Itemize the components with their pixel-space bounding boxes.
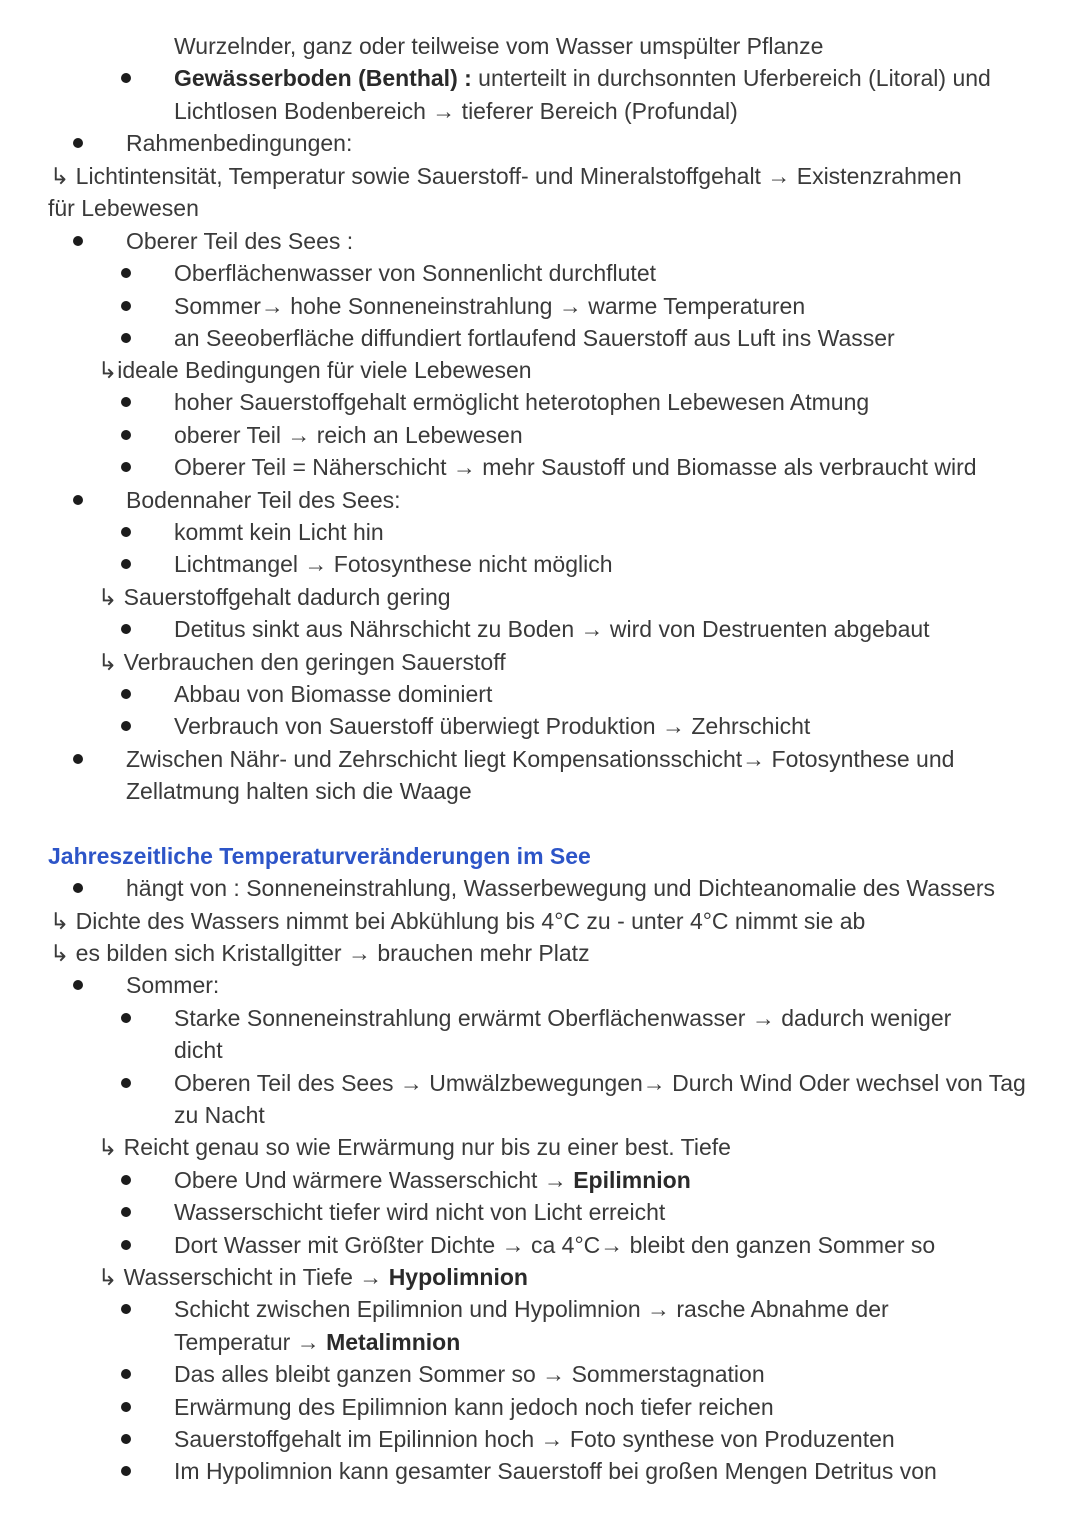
down-right-arrow-icon: ↳ [50,940,70,966]
line-text: Sauerstoffgehalt dadurch gering [117,584,451,610]
line-text: Temperatur → [174,1329,327,1355]
down-right-arrow-icon: ↳ [98,584,118,610]
line-text: Sauerstoffgehalt im Epilinnion hoch → Foto synthese von Produzenten [174,1426,895,1452]
line-content [98,1131,731,1163]
bold-term: Gewässerboden (Benthal) : [174,65,472,91]
bullet-item [0,386,1080,418]
line-text: Detitus sinkt aus Nährschicht zu Boden → wird von Destruenten abgebaut [174,616,930,642]
bullet-icon [121,559,131,569]
bullet-icon [121,1466,131,1476]
line-text: Wurzelnder, ganz oder teilweise vom Wasser umspülter Pflanze [174,33,824,59]
bullet-icon [121,397,131,407]
line-text: Das alles bleibt ganzen Sommer so → Sommerstagnation [174,1361,765,1387]
bullet-icon [121,1078,131,1088]
line-text: Starke Sonneneinstrahlung erwärmt Oberflächenwasser → dadurch weniger [174,1005,952,1031]
line-text: dicht [174,1037,223,1063]
down-right-arrow-icon: ↳ [50,908,70,934]
line-text: hängt von : Sonneneinstrahlung, Wasserbewegung und Dichteanomalie des Wassers [126,875,995,901]
bullet-item [0,743,1080,775]
line-text: unterteilt in durchsonnten Uferbereich (Litoral) und [471,65,991,91]
bullet-item [0,678,1080,710]
line-text: oberer Teil → reich an Lebewesen [174,422,523,448]
bullet-item [0,1229,1080,1261]
line-text: Rahmenbedingungen: [126,130,353,156]
bullet-item [0,1358,1080,1390]
line-text: Wasserschicht tiefer wird nicht von Licht erreicht [174,1199,666,1225]
bold-term: Hypolimnion [388,1264,528,1290]
line-text: Schicht zwischen Epilimnion und Hypolimnion → rasche Abnahme der [174,1296,889,1322]
bullet-icon [121,721,131,731]
bold-term: Metalimnion [326,1329,461,1355]
bullet-item [0,1423,1080,1455]
bullet-icon [121,1434,131,1444]
bullet-item [0,62,1080,94]
line-text: Oberer Teil des Sees : [126,228,354,254]
line-text: Sommer: [126,972,220,998]
bullet-icon [73,236,83,246]
bullet-icon [73,754,83,764]
bullet-icon [121,1207,131,1217]
bullet-item [0,127,1080,159]
bullet-item [0,1293,1080,1325]
line-content [98,354,532,386]
line-content [174,1164,691,1196]
line-text: Dort Wasser mit Größter Dichte → ca 4°C→ bleibt den ganzen Sommer so [174,1232,936,1258]
line-text: kommt kein Licht hin [174,519,384,545]
bullet-icon [121,1175,131,1185]
arrow-note [0,646,1080,678]
bullet-item [0,1067,1080,1099]
bullet-item [0,290,1080,322]
bullet-item [0,872,1080,904]
bullet-item [0,969,1080,1001]
bullet-icon [121,1240,131,1250]
bullet-item [0,1391,1080,1423]
bullet-icon [121,333,131,343]
bullet-item [0,548,1080,580]
line-text: zu Nacht [174,1102,265,1128]
bullet-icon [121,301,131,311]
line-text: ideale Bedingungen für viele Lebewesen [117,357,532,383]
bullet-item [0,516,1080,548]
bullet-icon [73,980,83,990]
line-content [98,1261,528,1293]
down-right-arrow-icon: ↳ [98,1134,118,1160]
text-line [0,192,1080,224]
line-content [174,62,991,94]
bullet-icon [121,268,131,278]
bullet-icon [121,624,131,634]
bullet-icon [73,495,83,505]
bullet-icon [73,883,83,893]
bullet-item [0,710,1080,742]
bullet-item [0,1196,1080,1228]
bullet-item [0,257,1080,289]
bullet-item [0,322,1080,354]
down-right-arrow-icon: ↳ [98,1264,118,1290]
bullet-icon [73,138,83,148]
line-text: für Lebewesen [48,195,199,221]
line-text: Oberen Teil des Sees → Umwälzbewegungen→ Durch Wind Oder wechsel von Tag [174,1070,1026,1096]
line-text: Obere Und wärmere Wasserschicht → [174,1167,574,1193]
line-content [50,160,962,192]
line-content [174,1326,460,1358]
line-text: Lichtmangel → Fotosynthese nicht möglich [174,551,613,577]
line-text: Reicht genau so wie Erwärmung nur bis zu einer best. Tiefe [117,1134,731,1160]
bullet-icon [121,1304,131,1314]
bullet-item [0,1002,1080,1034]
heading-text: Jahreszeitliche Temperaturveränderungen im See [48,843,591,869]
line-text: Bodennaher Teil des Sees: [126,487,401,513]
bullet-item [0,1455,1080,1487]
line-text: Zwischen Nähr- und Zehrschicht liegt Kompensationsschicht→ Fotosynthese und [126,746,955,772]
bold-term: Epilimnion [573,1167,691,1193]
bullet-icon [121,430,131,440]
text-line [0,775,1080,807]
bullet-item [0,1164,1080,1196]
bullet-item [0,484,1080,516]
text-line [0,1326,1080,1358]
line-text: Oberer Teil = Näherschicht → mehr Saustoff und Biomasse als verbraucht wird [174,454,977,480]
text-line [0,1034,1080,1066]
bullet-item [0,613,1080,645]
arrow-note [0,1131,1080,1163]
section-heading [0,840,1080,872]
arrow-note [0,160,1080,192]
line-content [98,581,451,613]
bullet-item [0,419,1080,451]
bullet-icon [121,1013,131,1023]
line-text: Lichtintensität, Temperatur sowie Sauerstoff- und Mineralstoffgehalt → Existenzrahmen [69,163,962,189]
arrow-note [0,581,1080,613]
line-text: Verbrauch von Sauerstoff überwiegt Produktion → Zehrschicht [174,713,811,739]
arrow-note [0,354,1080,386]
text-line [0,95,1080,127]
text-line [0,1099,1080,1131]
line-text: es bilden sich Kristallgitter → brauchen mehr Platz [69,940,590,966]
bullet-icon [121,1402,131,1412]
down-right-arrow-icon: ↳ [98,649,118,675]
bullet-icon [121,527,131,537]
line-text: Wasserschicht in Tiefe → [117,1264,389,1290]
line-content [98,646,506,678]
line-text: Lichtlosen Bodenbereich → tieferer Bereich (Profundal) [174,98,738,124]
arrow-note [0,1261,1080,1293]
bullet-icon [121,689,131,699]
arrow-note [0,905,1080,937]
line-text: Verbrauchen den geringen Sauerstoff [117,649,506,675]
line-text: Zellatmung halten sich die Waage [126,778,472,804]
line-content [50,937,590,969]
line-text: Im Hypolimnion kann gesamter Sauerstoff bei großen Mengen Detritus von [174,1458,937,1484]
text-line [0,30,1080,62]
line-text: Erwärmung des Epilimnion kann jedoch noch tiefer reichen [174,1394,774,1420]
line-content [50,905,865,937]
line-text: Dichte des Wassers nimmt bei Abkühlung bis 4°C zu - unter 4°C nimmt sie ab [69,908,866,934]
line-text: Abbau von Biomasse dominiert [174,681,493,707]
bullet-icon [121,462,131,472]
arrow-note [0,937,1080,969]
down-right-arrow-icon: ↳ [50,163,70,189]
down-right-arrow-icon: ↳ [98,357,118,383]
bullet-item [0,225,1080,257]
line-text: Sommer→ hohe Sonneneinstrahlung → warme Temperaturen [174,293,806,319]
bullet-icon [121,1369,131,1379]
line-text: Oberflächenwasser von Sonnenlicht durchflutet [174,260,657,286]
bullet-icon [121,73,131,83]
bullet-item [0,451,1080,483]
line-text: hoher Sauerstoffgehalt ermöglicht heterotophen Lebewesen Atmung [174,389,870,415]
line-text: an Seeoberfläche diffundiert fortlaufend Sauerstoff aus Luft ins Wasser [174,325,895,351]
